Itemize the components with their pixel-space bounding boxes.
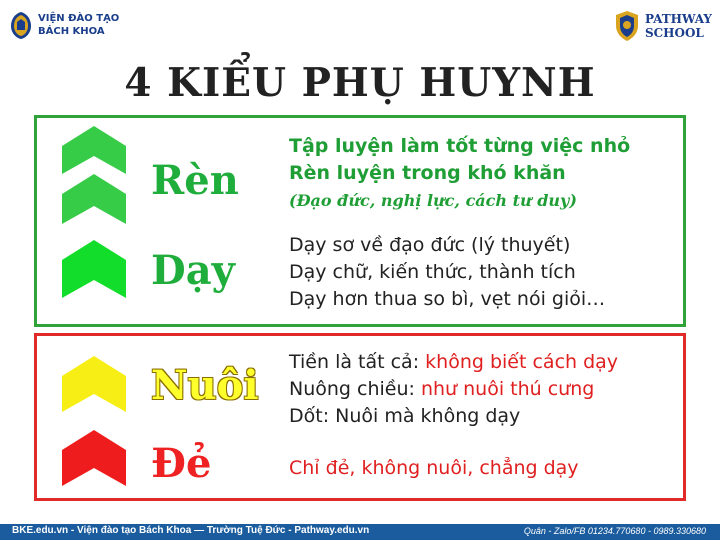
- description-line: [289, 187, 630, 214]
- left-logo-line: VIỆN ĐÀO TẠO: [38, 13, 120, 24]
- green-double-chevron-icon: [62, 126, 126, 224]
- description-line: [289, 349, 618, 376]
- green-chevron-icon: [62, 240, 126, 298]
- left-logo: [8, 10, 119, 40]
- description-line: [289, 160, 630, 187]
- page-title: 4 KIỂU PHỤ HUYNH: [124, 60, 596, 106]
- description-text: Dạy hơn thua so bì, vẹt nói giỏi…: [289, 288, 606, 310]
- right-logo-text: [645, 12, 712, 40]
- footer-credits: BKE.edu.vn - Viện đào tạo Bách Khoa — Trường Tuệ Đức - Pathway.edu.vn: [12, 525, 370, 536]
- red-chevron-icon: [62, 430, 126, 486]
- description-text: Dạy chữ, kiến thức, thành tích: [289, 261, 576, 283]
- type-label-day: Dạy: [151, 247, 235, 294]
- type-label-nuoi: Nuôi: [151, 362, 259, 409]
- description-text: Tiền là tất cả:: [289, 351, 426, 373]
- description-line: [289, 376, 618, 403]
- description-text: Dạy sơ về đạo đức (lý thuyết): [289, 234, 571, 256]
- description-line: [289, 133, 630, 160]
- description-line: [289, 232, 605, 259]
- description-nuoi: [289, 349, 618, 430]
- description-line: [289, 259, 605, 286]
- description-day: [289, 232, 605, 313]
- footer-contact: Quân - Zalo/FB 01234.770680 - 0989.330680: [523, 526, 706, 536]
- shield-crest-icon: [614, 10, 640, 42]
- yellow-chevron-icon: [62, 356, 126, 412]
- description-highlight: như nuôi thú cưng: [420, 378, 595, 400]
- right-logo-line: PATHWAY: [644, 12, 712, 26]
- description-line: [289, 403, 618, 430]
- description-text: (Đạo đức, nghị lực, cách tư duy): [289, 191, 577, 210]
- left-logo-line: BÁCH KHOA: [38, 26, 105, 37]
- footer-bar: [0, 524, 720, 540]
- type-label-ren: Rèn: [151, 157, 239, 204]
- description-text: Tập luyện làm tốt từng việc nhỏ: [289, 135, 631, 157]
- description-text: Dốt: Nuôi mà không dạy: [289, 405, 521, 427]
- description-line: [289, 286, 605, 313]
- right-logo-line: SCHOOL: [644, 26, 704, 40]
- description-text: Rèn luyện trong khó khăn: [289, 162, 566, 184]
- description-ren: [289, 133, 630, 214]
- laurel-emblem-icon: [8, 10, 34, 40]
- description-highlight: Chỉ đẻ, không nuôi, chẳng dạy: [289, 457, 579, 479]
- description-de: [289, 455, 579, 482]
- right-logo: [614, 10, 712, 42]
- description-text: Nuông chiều:: [289, 378, 421, 400]
- description-line: [289, 455, 579, 482]
- left-logo-text: [38, 12, 119, 38]
- description-highlight: không biết cách dạy: [425, 351, 619, 373]
- type-label-de: Đẻ: [151, 440, 212, 487]
